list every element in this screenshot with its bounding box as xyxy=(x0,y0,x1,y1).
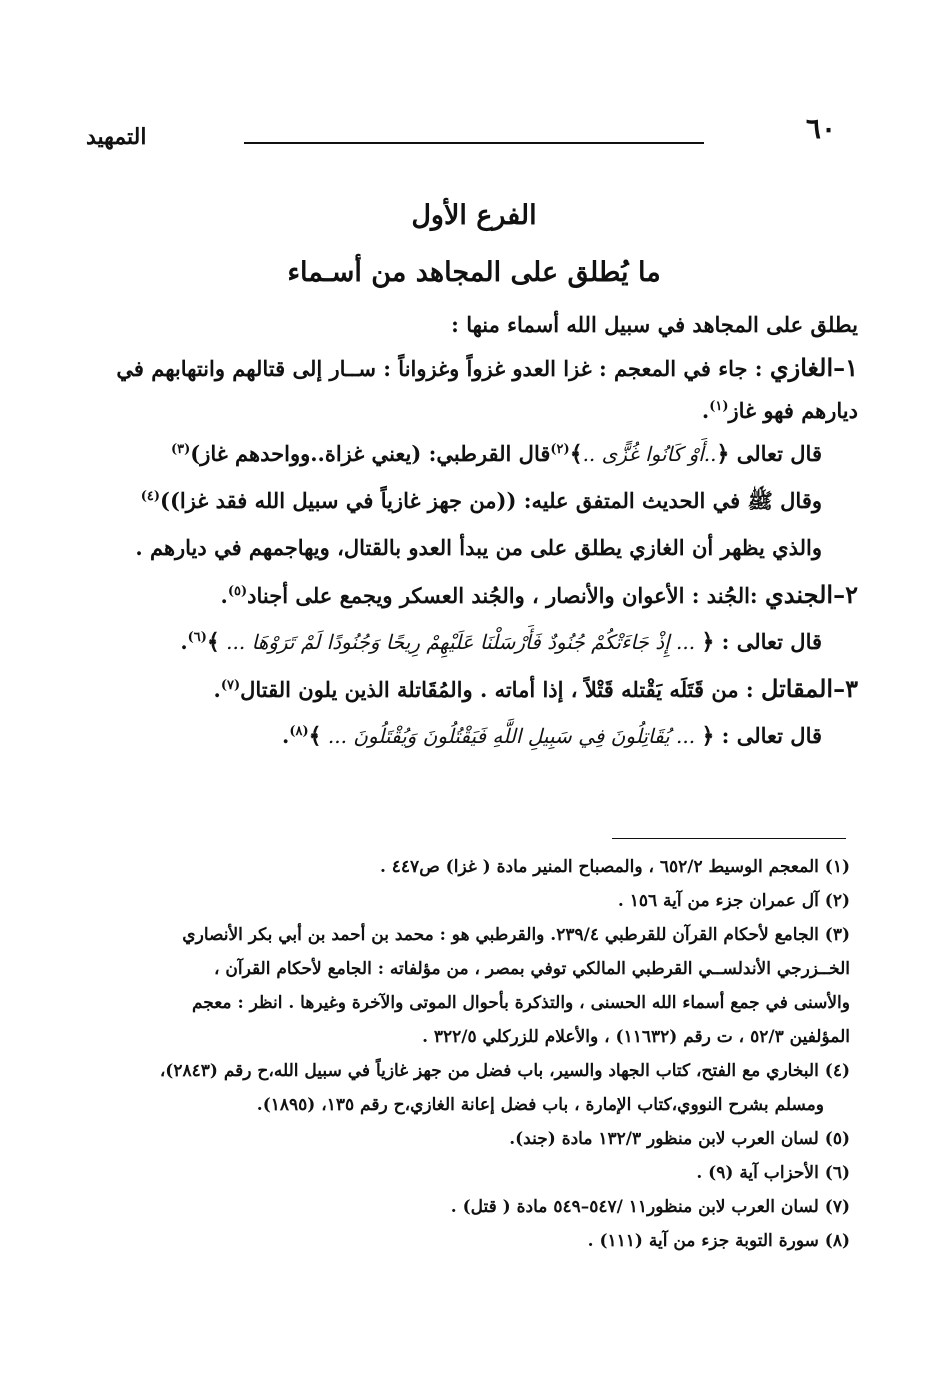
footnote-ref-6: (٦) xyxy=(187,630,207,645)
item2-line: ٢–الجندي :الجُند : الأعوان والأنصار ، والجُند العسكر ويجمع على أجناد$^{(٥)}$. xyxy=(220,580,858,609)
quote-intro: قال تعالى xyxy=(729,441,822,466)
footnote-ref-8: (٨) xyxy=(289,724,309,739)
footnotes xyxy=(75,850,850,1258)
item2-term: ٢–الجندي xyxy=(765,580,858,609)
main-text xyxy=(78,305,858,759)
quran-open-brace: ﴿ xyxy=(701,723,715,749)
intro-line: يطلق على المجاهد في سبيل الله أسماء منها : xyxy=(451,312,858,337)
item1-quote-line xyxy=(78,430,858,477)
quran-verse-2: ... إِذْ جَاءَتْكُمْ جُنُودٌ فَأَرْسَلْنَا عَلَيْهِمْ رِيحًا وَجُنُودًا لَمْ تَرَوْهَا ... xyxy=(219,630,702,654)
header-rule xyxy=(244,142,704,144)
footnote-8: (٨) سورة التوبة جزء من آية (١١١) . xyxy=(587,1231,850,1251)
item3-definition: : من قَتَلَه يَقْتله قَتْلاً ، إذا أماته . والمُقَاتلة الذين يلون القتال xyxy=(240,677,761,702)
item2-definition: :الجُند : الأعوان والأنصار ، والجُند العسكر ويجمع على أجناد xyxy=(247,583,765,608)
quran-close-brace: ﴾ xyxy=(206,629,220,655)
running-title: التمهيد xyxy=(86,124,147,150)
quran-close-brace: ﴾ xyxy=(308,723,322,749)
footnote-ref-3: (٣) xyxy=(170,442,191,457)
quote-intro: قال تعالى : xyxy=(714,629,822,654)
footnote-ref-1: (١) xyxy=(709,399,729,414)
item1-line2: ديارهم فهو غاز$^{(١)}$. xyxy=(701,398,858,423)
footnote-ref-7: (٧) xyxy=(220,678,241,693)
footnote-2: (٢) آل عمران جزء من آية ١٥٦ . xyxy=(617,891,850,911)
quran-verse-1: ..أَوْ كَانُوا غُزًّى .. xyxy=(582,442,717,466)
hadith-text: وقال ﷺ في الحديث المتفق عليه: ((من جهز غازياً في سبيل الله فقد غزا)) xyxy=(160,488,822,513)
footnote-separator xyxy=(612,838,846,839)
item3-line: ٣–المقاتل : من قَتَلَه يَقْتله قَتْلاً ، إذا أماته . والمُقَاتلة الذين يلون القتال$^{(٧)}$. xyxy=(213,674,858,703)
item3-quote-line: قال تعالى : ﴿ ... يُقَاتِلُونَ فِي سَبِيلِ اللَّهِ فَيَقْتُلُونَ وَيُقْتَلُونَ ... ﴾$^{(٨)}$. xyxy=(282,723,822,749)
item1-hadith-line xyxy=(78,477,858,524)
footnote-7: (٧) لسان العرب لابن منظور١١ /٥٤٧–٥٤٩ مادة ( قتل) . xyxy=(450,1197,850,1217)
item1-definition: : جاء في المعجم : غزا العدو غزواً وغزواناً : ســار إلى قتالهم وانتهابهم في xyxy=(116,356,770,381)
section-subtitle: ما يُطلق على المجاهد من أسـماء xyxy=(287,257,661,288)
item1-line1 xyxy=(78,344,858,391)
item2-quote-line: قال تعالى : ﴿ ... إِذْ جَاءَتْكُمْ جُنُودٌ فَأَرْسَلْنَا عَلَيْهِمْ رِيحًا وَجُنُودًا لَمْ تَرَوْهَا ... ﴾$^{(٦)}$. xyxy=(180,629,822,655)
footnote-4-cont: ومسلم بشرح النووي،كتاب الإمارة ، باب فضل إعانة الغازي،ح رقم ١٣٥، (١٨٩٥). xyxy=(256,1095,824,1115)
footnote-3-cont-2: والأسنى في جمع أسماء الله الحسنى ، والتذكرة بأحوال الموتى والآخرة وغيرها . انظر : معجم xyxy=(191,993,850,1013)
item1-continuation: ديارهم فهو غاز xyxy=(728,398,858,423)
footnote-3: (٣) الجامع لأحكام القرآن للقرطبي ٢٣٩/٤. والقرطبي هو : محمد بن أحمد بن أبي بكر الأنصاري xyxy=(182,925,850,945)
page-number: ٦٠ xyxy=(805,112,836,145)
item1-conclusion: والذي يظهر أن الغازي يطلق على من يبدأ العدو بالقتال، ويهاجمهم في ديارهم . xyxy=(135,535,822,560)
quran-open-brace: ﴿ xyxy=(716,441,730,467)
footnote-ref-2: (٢) xyxy=(550,442,570,457)
quran-verse-3: ... يُقَاتِلُونَ فِي سَبِيلِ اللَّهِ فَيَقْتُلُونَ وَيُقْتَلُونَ ... xyxy=(321,724,702,748)
item1-term: ١–الغازي xyxy=(769,353,858,382)
footnote-4: (٤) البخاري مع الفتح، كتاب الجهاد والسير، باب فضل من جهز غازياً في سبيل الله،ح رقم (٢٨٤٣)، xyxy=(159,1061,850,1081)
quran-close-brace: ﴾ xyxy=(569,441,583,467)
quote-intro: قال تعالى : xyxy=(714,723,822,748)
footnote-ref-5: (٥) xyxy=(227,584,248,599)
qurtubi-comment: قال القرطبي: (يعني غزاة..وواحدهم غاز) xyxy=(190,441,551,466)
footnote-ref-4: (٤) xyxy=(140,489,161,504)
section-title: الفرع الأول xyxy=(411,200,537,231)
footnote-6: (٦) الأحزاب آية (٩) . xyxy=(696,1163,850,1183)
item3-term: ٣–المقاتل xyxy=(760,674,858,703)
quran-open-brace: ﴿ xyxy=(701,629,715,655)
footnote-5: (٥) لسان العرب لابن منظور ١٣٢/٣ مادة (جند). xyxy=(509,1129,850,1149)
footnote-1: (١) المعجم الوسيط ٦٥٢/٢ ، والمصباح المنير مادة ( غزا) ص٤٤٧ . xyxy=(379,857,850,877)
footnote-3-cont-3: المؤلفين ٥٢/٣ ، ت رقم (١١٦٣٢) ، والأعلام للزركلي ٣٢٢/٥ . xyxy=(422,1027,850,1047)
footnote-3-cont-1: الخــزرجي الأندلســي القرطبي المالكي توفي بمصر ، من مؤلفاته : الجامع لأحكام القرآن ، xyxy=(213,959,850,979)
